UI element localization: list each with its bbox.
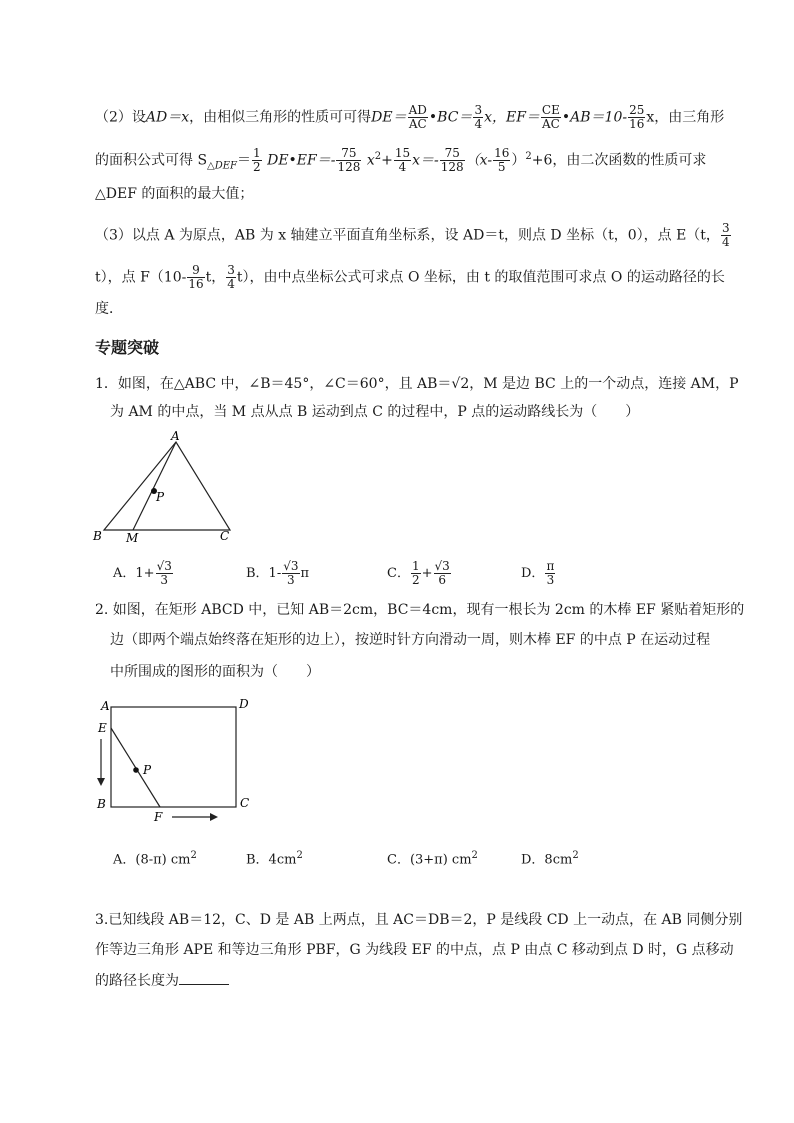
q3-line3: 的路径长度为 [95,970,705,991]
solution-p2-line3: △DEF 的面积的最大值； [95,186,254,202]
arrow-right-head [210,813,218,821]
q2-option-c[interactable]: C．(3+π) $cm^2$ [387,850,478,868]
q1-option-d[interactable]: D． $\frac{\pi}{3}$ [521,559,555,587]
q2-line1: 2. 如图，在矩形 ABCD 中，已知 AB＝2cm，BC＝4cm，现有一根长为 2cm 的木棒 EF 紧贴着矩形的 [95,602,745,618]
q1-option-b[interactable]: B．1- $\frac{√3}{3}$ π [246,559,310,587]
label-b: B [93,529,102,543]
solution-p3-line3: 度． [95,301,123,317]
q1-option-a[interactable]: A．1+ $\frac{√3}{3}$ [113,559,172,587]
q2-option-d[interactable]: D．$8cm^2$ [521,850,579,868]
section-title: 专题突破 [95,338,160,357]
triangle-abc [104,442,230,530]
arrow-down-head [97,778,105,786]
q1-line1: 1．如图，在△ABC 中，∠B＝45°，∠C＝60°，且 AB＝√2，M 是边 BC 上的一个动点，连接 AM，P [95,376,739,392]
q3-line2: 作等边三角形 APE 和等边三角形 PBF，G 为线段 EF 的中点，点 P 由点 C 移动到点 D 时，G 点移动 [95,942,734,958]
q2-option-a[interactable]: A．(8-π) $cm^2$ [113,850,197,868]
label-a: A [101,699,110,713]
q2-line2: 边（即两个端点始终落在矩形的边上），按逆时针方向滑动一周，则木棒 EF 的中点 P 在运动过程 [110,632,711,648]
label-e: E [98,721,107,735]
label-p: P [156,490,165,504]
rectangle-abcd [111,707,236,807]
q2-rectangle-figure [90,694,260,829]
label-m: M [126,531,139,545]
solution-p3-line1: （3）以点 A 为原点，AB 为 x 轴建立平面直角坐标系，设 AD＝t，则点 D 坐标（t，0），点 E（t， $\frac{3}{4}$ [95,221,730,249]
label-a: A [171,429,180,443]
q2-option-b[interactable]: B．$4cm^2$ [246,850,303,868]
label-f: F [154,810,163,824]
label-c: C [240,796,250,810]
q1-line2: 为 AM 的中点，当 M 点从点 B 运动到点 C 的过程中，P 点的运动路线长为（ ） [110,404,640,420]
q1-option-c[interactable]: C． $\frac{1}{2}$ + $\frac{√3}{6}$ [387,559,450,587]
label-d: D [239,697,249,711]
q1-triangle-figure [88,428,248,548]
label-c: C [220,529,230,543]
q2-line3: 中所围成的图形的面积为（ ） [110,664,320,680]
solution-p2-line1: （2）设AD＝x，由相似三角形的性质可可得DE＝ $\frac{AD}{AC}$ •BC＝ $\frac{3}{4}$ x，EF＝ $\frac{CE}{AC}$ •AB＝10- $\frac{25}{16}$ x，由三角形 [95,103,725,131]
answer-blank[interactable] [179,970,229,985]
point-p [133,767,139,773]
label-p: P [143,763,152,777]
solution-p3-line2: t），点 F（10- $\frac{9}{16}$ t， $\frac{3}{4}$ t），由中点坐标公式可求点 O 坐标，由 t 的取值范围可求点 O 的运动路径的长 [95,263,725,291]
q3-line1: 3.已知线段 AB＝12，C、D 是 AB 上两点，且 AC＝DB＝2，P 是线段 CD 上一动点，在 AB 同侧分别 [95,912,743,928]
solution-p2-line2: 的面积公式可得 $S_{\triangle DEF}=$ $\frac{1}{2}$ DE•EF＝- $\frac{75}{128}$ $x^2+$ $\frac{15}{4}$ x＝- $\frac{75}{128}$ （x- $\frac{16}{5}$ ）$^2$+6，由二次函数的性质可求 [95,146,707,175]
label-b: B [97,797,106,811]
